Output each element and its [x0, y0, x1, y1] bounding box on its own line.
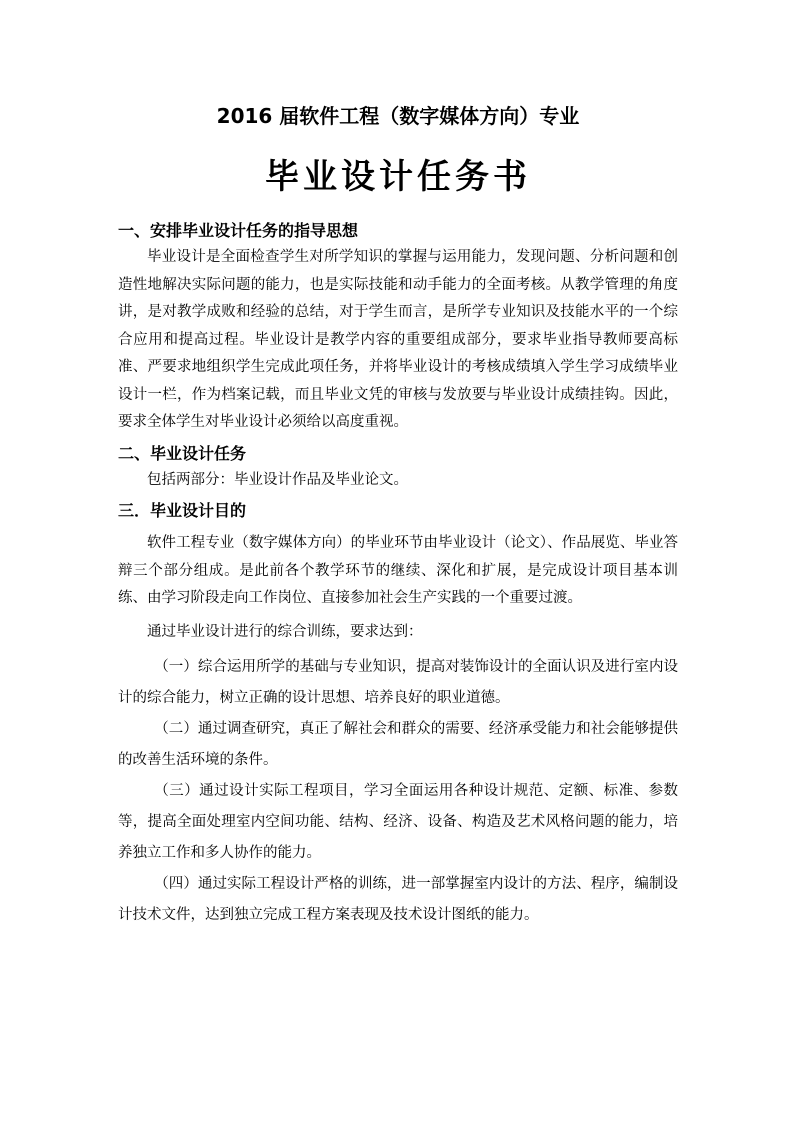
section-heading-guiding-principle: 一、安排毕业设计任务的指导思想 [118, 221, 359, 240]
document-page [118, 100, 678, 931]
list-item-goal-2: （二）通过调查研究，真正了解社会和群众的需要、经济承受能力和社会能够提供的改善生活环境的条件。 [118, 721, 678, 768]
list-item-goal-1: （一）综合运用所学的基础与专业知识，提高对装饰设计的全面认识及进行室内设计的综合能力，树立正确的设计思想、培养良好的职业道德。 [118, 659, 678, 706]
paragraph-training-goals-intro: 通过毕业设计进行的综合训练，要求达到： [147, 623, 423, 640]
document-subtitle: 2016 届软件工程（数字媒体方向）专业 [216, 104, 580, 128]
paragraph-design-tasks: 包括两部分：毕业设计作品及毕业论文。 [147, 471, 408, 488]
list-item-goal-3: （三）通过设计实际工程项目，学习全面运用各种设计规范、定额、标准、参数等，提高全面处理室内空间功能、结构、经济、设备、构造及艺术风格问题的能力，培养独立工作和多人协作的能力。 [118, 783, 678, 861]
document-title: 毕业设计任务书 [265, 157, 531, 197]
list-item-goal-4: （四）通过实际工程设计严格的训练，进一部掌握室内设计的方法、程序，编制设计技术文件，达到独立完成工程方案表现及技术设计图纸的能力。 [118, 876, 678, 923]
paragraph-guiding-principle: 毕业设计是全面检查学生对所学知识的掌握与运用能力，发现问题、分析问题和创造性地解决实际问题的能力，也是实际技能和动手能力的全面考核。从教学管理的角度讲，是对教学成败和经验的总结，对于学生而言，是所学专业知识及技能水平的一个综合应用和提高过程。毕业设计是教学内容的重要组成部分，要求毕业指导教师要高标准、严要求地组织学生完成此项任务，并将毕业设计的考核成绩填入学生学习成绩毕业设计一栏，作为档案记载，而且毕业文凭的审核与发放要与毕业设计成绩挂钩。因此，要求全体学生对毕业设计必须给以高度重视。 [118, 249, 678, 430]
paragraph-design-purpose: 软件工程专业（数字媒体方向）的毕业环节由毕业设计（论文）、作品展览、毕业答辩三个部分组成。是此前各个教学环节的继续、深化和扩展，是完成设计项目基本训练、由学习阶段走向工作岗位、直接参加社会生产实践的一个重要过渡。 [118, 535, 678, 606]
section-heading-design-purpose: 三．毕业设计目的 [118, 501, 247, 520]
section-heading-design-tasks: 二、毕业设计任务 [118, 443, 247, 463]
